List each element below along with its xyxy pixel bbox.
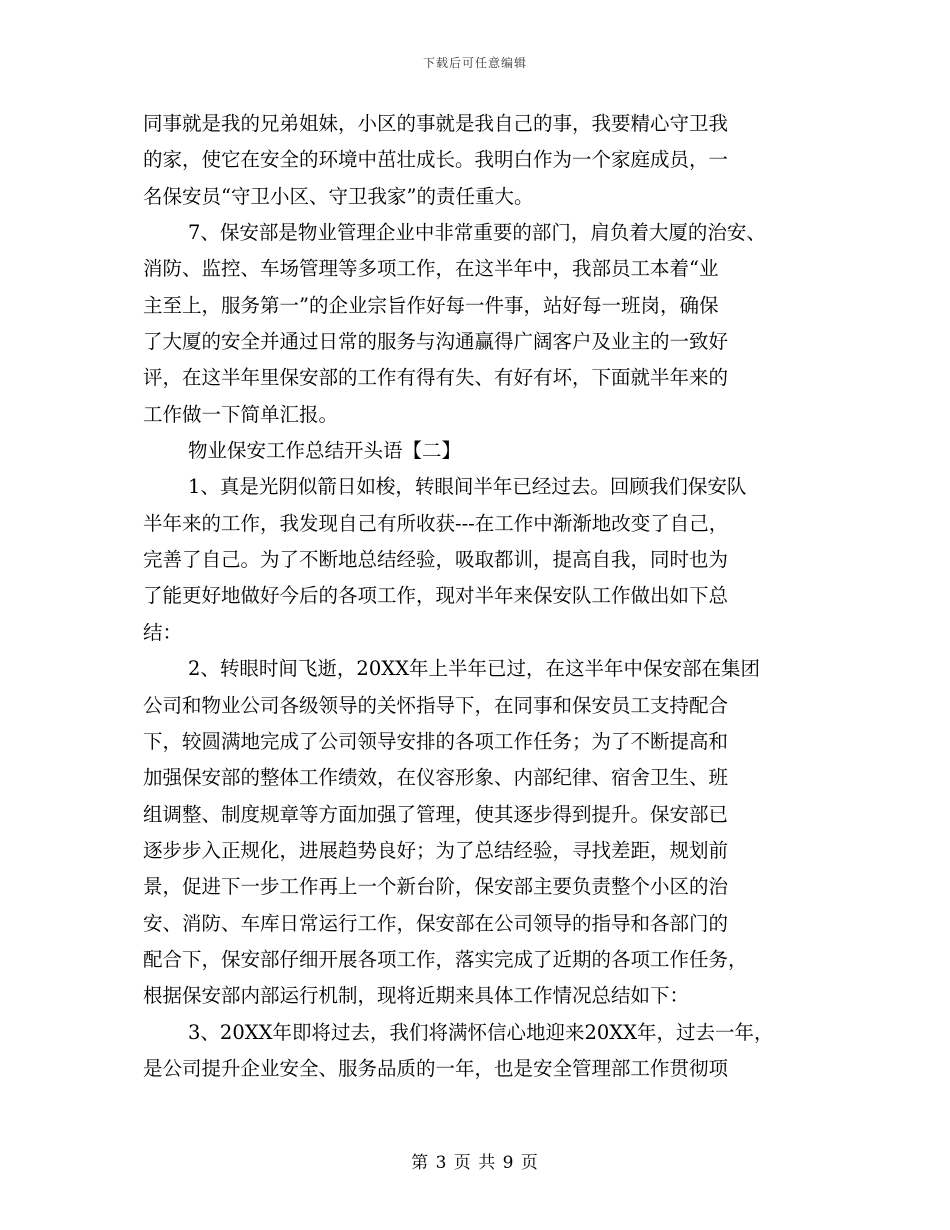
paragraph-start-line: 7、保安部是物业管理企业中非常重要的部门，肩负着大厦的治安、: [188, 221, 766, 245]
text-line: 名保安员“守卫小区、守卫我家”的责任重大。: [143, 184, 534, 208]
paragraph-start-line: 2、转眼时间飞逝，20XX年上半年已过，在这半年中保安部在集团: [188, 657, 760, 681]
page-header-note: 下载后可任意编辑: [422, 56, 527, 70]
text-line: 半年来的工作，我发现自己有所收获---在工作中渐渐地改变了自己，: [143, 511, 729, 535]
document-body: [143, 106, 808, 1087]
text-line: 组调整、制度规章等方面加强了管理，使其逐步得到提升。保安部已: [143, 802, 729, 826]
text-line: 配合下，保安部仔细开展各项工作，落实完成了近期的各项工作任务，: [143, 947, 748, 971]
text-line: 了大厦的安全并通过日常的服务与沟通赢得广阔客户及业主的一致好: [143, 330, 729, 354]
paragraph-start-line: 3、20XX年即将过去，我们将满怀信心地迎来20XX年，过去一年，: [188, 1020, 774, 1044]
text-line: 是公司提升企业安全、服务品质的一年，也是安全管理部工作贯彻项: [143, 1056, 729, 1080]
text-line: 同事就是我的兄弟姐妹，小区的事就是我自己的事，我要精心守卫我: [143, 112, 729, 135]
text-line: 了能更好地做好今后的各项工作，现对半年来保安队工作做出如下总: [143, 584, 729, 608]
text-line: 下，较圆满地完成了公司领导安排的各项工作任务；为了不断提高和: [143, 729, 729, 753]
text-line: 公司和物业公司各级领导的关怀指导下，在同事和保安员工支持配合: [143, 693, 729, 717]
text-line: 工作做一下简单汇报。: [143, 402, 339, 426]
text-line: 评，在这半年里保安部的工作有得有失、有好有坏，下面就半年来的: [143, 366, 729, 390]
text-line: 的家，使它在安全的环境中茁壮成长。我明白作为一个家庭成员，一: [143, 148, 729, 172]
text-line: 加强保安部的整体工作绩效，在仪容形象、内部纪律、宿舍卫生、班: [143, 766, 729, 790]
text-line: 逐步步入正规化，进展趋势良好；为了总结经验，寻找差距，规划前: [143, 838, 729, 862]
text-line: 消防、监控、车场管理等多项工作，在这半年中，我部员工本着“业: [143, 257, 719, 281]
text-line: 完善了自己。为了不断地总结经验，吸取都训，提高自我，同时也为: [143, 548, 729, 572]
text-line: 景，促进下一步工作再上一个新台阶，保安部主要负责整个小区的治: [143, 875, 729, 899]
text-line: 根据保安部内部运行机制，现将近期来具体工作情况总结如下：: [143, 984, 690, 1008]
text-line: 安、消防、车库日常运行工作，保安部在公司领导的指导和各部门的: [143, 911, 729, 935]
paragraph-start-line: 1、真是光阴似箭日如梭，转眼间半年已经过去。回顾我们保安队: [188, 475, 747, 499]
text-line: 主至上，服务第一”的企业宗旨作好每一件事，站好每一班岗，确保: [143, 293, 719, 317]
page-number-footer: 第 3 页 共 9 页: [411, 1153, 539, 1173]
text-line: 结：: [143, 620, 183, 644]
section-heading: 物业保安工作总结开头语【二】: [188, 439, 462, 463]
